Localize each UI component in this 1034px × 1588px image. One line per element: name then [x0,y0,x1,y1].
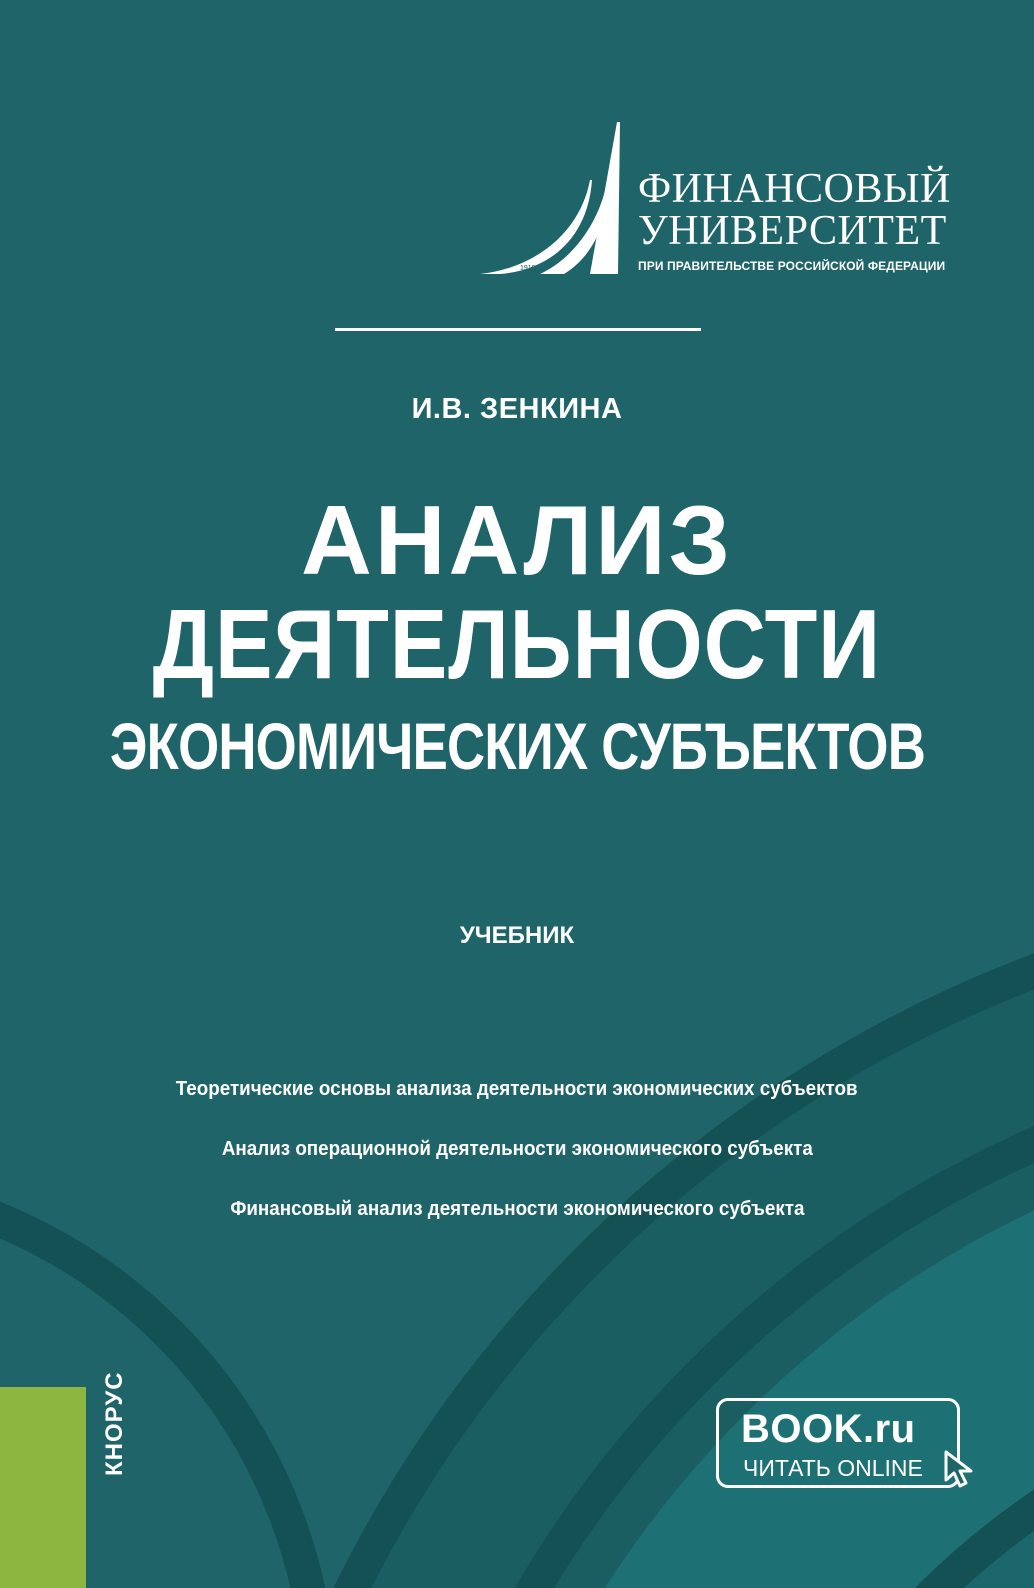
bookru-subtitle: ЧИТАТЬ ONLINE [743,1455,923,1481]
publisher-color-band [0,1387,86,1588]
logo-year: 1919 [520,265,536,272]
logo-line-1: ФИНАНСОВЫЙ [638,166,951,212]
bookru-title: BOOK.ru [741,1407,916,1451]
author-name: И.В. ЗЕНКИНА [411,393,623,425]
bookru-read-online-button[interactable] [716,1398,960,1488]
university-name [638,168,951,273]
cursor-arrow-icon [944,1450,980,1490]
book-genre: УЧЕБНИК [459,922,575,949]
topic-item: Финансовый анализ деятельности экономического субъекта [229,1198,805,1220]
book-title-line-1: АНАЛИЗ [300,485,734,595]
book-title-line-3: ЭКОНОМИЧЕСКИХ СУБЪЕКТОВ [109,709,925,783]
topic-item: Теоретические основы анализа деятельности экономических субъектов [176,1078,858,1100]
book-cover: 1919 ФИНАНСОВЫЙ УНИВЕРСИТЕТ ПРИ ПРАВИТЕЛЬСТВЕ РОССИЙСКОЙ ФЕДЕРАЦИИ И.В. ЗЕНКИНА АНАЛИЗ ДЕЯТЕЛЬНОСТИ ЭКОНОМИЧЕСКИХ СУБЪЕКТОВ УЧЕБНИК Теоретические основы анализа деятельности экономических субъектов Анализ операционной деятельности экономического субъекта Финансовый анализ деятельности экономического субъекта КНОРУС BOOK.ru ЧИТАТЬ ONLINE [0,0,1034,1588]
divider-line [335,328,701,331]
topic-item: Анализ операционной деятельности экономического субъекта [221,1138,813,1160]
university-logo-icon [480,118,630,278]
logo-line-2: УНИВЕРСИТЕТ [638,208,947,254]
book-title-line-2: ДЕЯТЕЛЬНОСТИ [152,589,882,699]
logo-line-3: ПРИ ПРАВИТЕЛЬСТВЕ РОССИЙСКОЙ ФЕДЕРАЦИИ [638,259,946,273]
topics-list [0,1074,1034,1254]
